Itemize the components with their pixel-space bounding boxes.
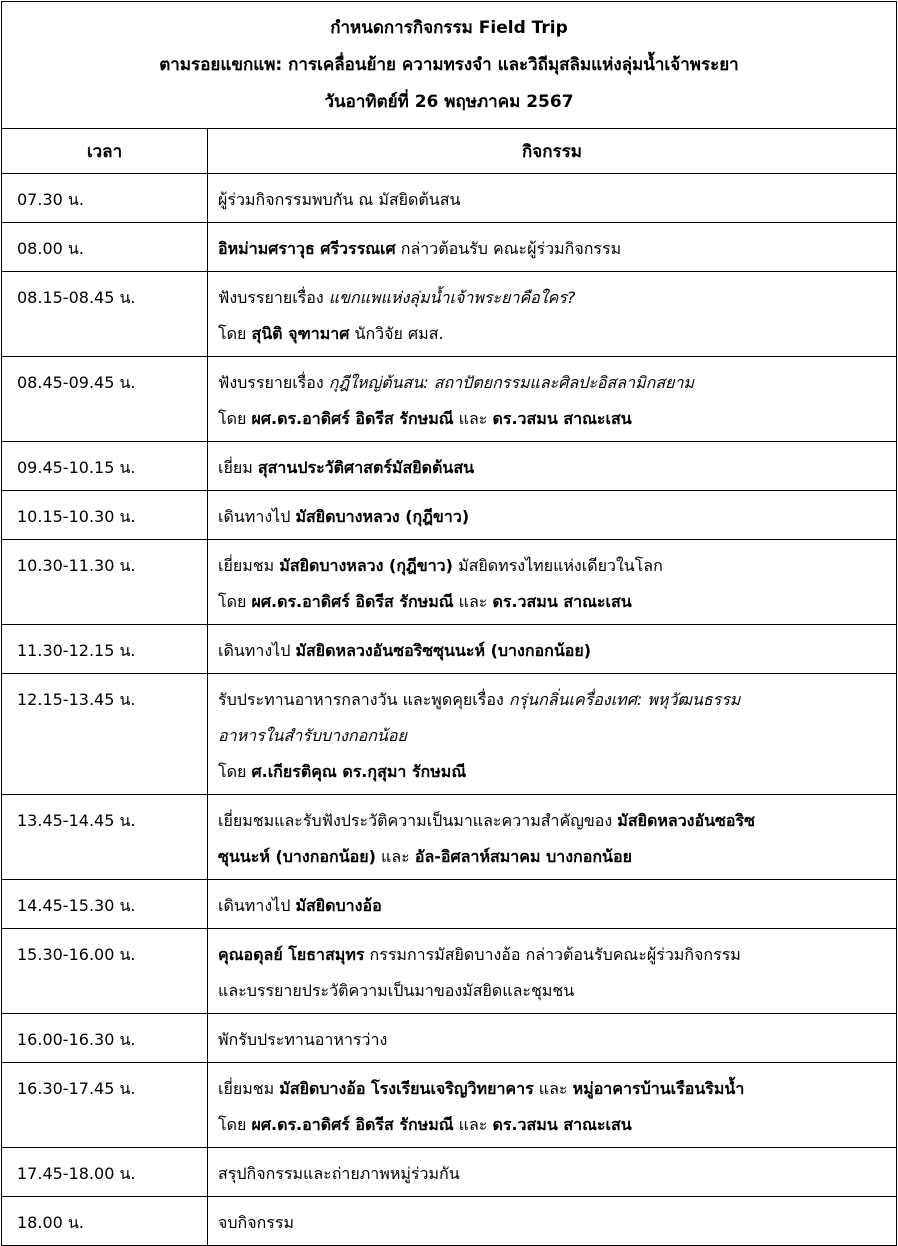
bold-text: มัสยิดหลวงอันซอริซ [617,811,755,830]
time-cell [2,795,208,880]
activity-cell [208,357,897,442]
bold-text: ดร.วสมน สาณะเสน [492,1115,632,1134]
time-cell [2,491,208,540]
italic-text: กรุ่นกลิ่นเครื่องเทศ: พหุวัฒนธรรม [508,690,741,709]
text-segment: ฟังบรรยายเรื่อง [218,373,329,392]
time-value: 16.30-17.45 น. [17,1079,136,1098]
table-row [2,625,897,674]
table-row [2,174,897,223]
time-value: 18.00 น. [17,1213,84,1232]
activity-line [218,682,890,718]
activity-line [218,548,890,584]
time-cell [2,1014,208,1063]
text-segment: และ [375,847,415,866]
time-value: 10.30-11.30 น. [17,556,136,575]
bold-text: สุนิติ จุฑามาศ [251,324,350,343]
table-row [2,1197,897,1246]
activity-line [218,231,890,267]
text-segment: เยี่ยมชม [218,1079,280,1098]
activity-line [218,839,890,875]
schedule-table [1,1,897,1246]
table-row [2,1063,897,1148]
time-value: 17.45-18.00 น. [17,1164,136,1183]
time-value: 08.45-09.45 น. [17,373,136,392]
text-segment: และบรรยายประวัติความเป็นมาของมัสยิดและชุมชน [218,981,575,1000]
activity-cell [208,223,897,272]
activity-line [218,450,890,486]
italic-text: แขกแพแห่งลุ่มน้ำเจ้าพระยาคือใคร? [328,288,576,307]
italic-text: อาหารในสำรับบางกอกน้อย [218,726,407,745]
time-value: 14.45-15.30 น. [17,896,136,915]
bold-text: มัสยิดบางอ้อ โรงเรียนเจริญวิทยาคาร [279,1079,534,1098]
activity-line [218,182,890,218]
bold-text: หมู่อาคารบ้านเรือนริมน้ำ [572,1079,745,1098]
activity-line [218,1205,890,1241]
table-row [2,880,897,929]
text-segment: สรุปกิจกรรมและถ่ายภาพหมู่ร่วมกัน [218,1164,460,1183]
activity-line [218,499,890,535]
activity-cell [208,795,897,880]
activity-cell [208,929,897,1014]
text-segment: โดย [218,409,252,428]
text-segment: เดินทางไป [218,507,296,526]
time-cell [2,674,208,795]
activity-line [218,316,890,352]
table-row [2,540,897,625]
activity-cell [208,1148,897,1197]
bold-text: ผศ.ดร.อาดิศร์ อิดรีส รักษมณี [251,409,454,428]
activity-line [218,633,890,669]
text-segment: โดย [218,762,252,781]
time-cell [2,625,208,674]
text-segment: เดินทางไป [218,896,296,915]
table-row [2,929,897,1014]
time-cell [2,1063,208,1148]
time-cell [2,174,208,223]
table-row [2,223,897,272]
table-row [2,442,897,491]
table-row [2,1148,897,1197]
bold-text: ผศ.ดร.อาดิศร์ อิดรีส รักษมณี [251,1115,454,1134]
time-value: 08.15-08.45 น. [17,288,136,307]
activity-line [218,973,890,1009]
table-row [2,795,897,880]
text-segment: และ [453,592,493,611]
activity-line [218,937,890,973]
table-row [2,1014,897,1063]
bold-text: ผศ.ดร.อาดิศร์ อิดรีส รักษมณี [251,592,454,611]
table-row [2,357,897,442]
time-cell [2,540,208,625]
bold-text: ดร.วสมน สาณะเสน [492,592,632,611]
text-segment: เยี่ยมชม [218,556,280,575]
time-cell [2,442,208,491]
activity-line [218,1156,890,1192]
text-segment: โดย [218,324,252,343]
time-value: 16.00-16.30 น. [17,1030,136,1049]
time-value: 12.15-13.45 น. [17,690,136,709]
time-value: 15.30-16.00 น. [17,945,136,964]
activity-cell [208,674,897,795]
bold-text: อิหม่ามศราวุธ ศรีวรรณเศ [218,239,396,258]
time-cell [2,1148,208,1197]
time-value: 13.45-14.45 น. [17,811,136,830]
time-cell [2,223,208,272]
activity-cell [208,1197,897,1246]
text-segment: โดย [218,592,252,611]
activity-cell [208,880,897,929]
text-segment: เยี่ยม [218,458,258,477]
time-value: 10.15-10.30 น. [17,507,136,526]
text-segment: และ [453,409,493,428]
time-value: 07.30 น. [17,190,84,209]
activity-cell [208,1063,897,1148]
title-block [2,2,897,129]
text-segment: โดย [218,1115,252,1134]
schedule-rows [2,174,897,1246]
text-segment: กรรมการมัสยิดบางอ้อ กล่าวต้อนรับคณะผู้ร่วมกิจกรรม [364,945,741,964]
activity-cell [208,625,897,674]
activity-line [218,1071,890,1107]
text-segment: และ [533,1079,573,1098]
activity-cell [208,272,897,357]
title-line-1: กำหนดการกิจกรรม Field Trip [330,17,568,38]
text-segment: มัสยิดทรงไทยแห่งเดียวในโลก [452,556,663,575]
column-header-activity: กิจกรรม [208,129,897,174]
bold-text: คุณอดุลย์ โยธาสมุทร [218,945,365,964]
time-cell [2,929,208,1014]
activity-cell [208,1014,897,1063]
bold-text: ศ.เกียรติคุณ ดร.กุสุมา รักษมณี [251,762,467,781]
bold-text: มัสยิดบางอ้อ [295,896,382,915]
bold-text: อัล-อิศลาห์สมาคม บางกอกน้อย [414,847,632,866]
activity-line [218,365,890,401]
text-segment: จบกิจกรรม [218,1213,295,1232]
table-row [2,674,897,795]
time-cell [2,1197,208,1246]
bold-text: สุสานประวัติศาสตร์มัสยิดต้นสน [257,458,475,477]
title-line-2: ตามรอยแขกแพ: การเคลื่อนย้าย ความทรงจำ และวิถีมุสลิมแห่งลุ่มน้ำเจ้าพระยา [159,54,739,75]
time-value: 11.30-12.15 น. [17,641,136,660]
activity-cell [208,540,897,625]
bold-text: มัสยิดบางหลวง (กุฎีขาว) [279,556,453,575]
activity-cell [208,442,897,491]
activity-line [218,401,890,437]
text-segment: กล่าวต้อนรับ คณะผู้ร่วมกิจกรรม [395,239,622,258]
activity-line [218,718,890,754]
text-segment: และ [453,1115,493,1134]
text-segment: ผู้ร่วมกิจกรรมพบกัน ณ มัสยิดต้นสน [218,190,461,209]
bold-text: ดร.วสมน สาณะเสน [492,409,632,428]
italic-text: กุฎีใหญ่ต้นสน: สถาปัตยกรรมและศิลปะอิสลามิกสยาม [328,373,694,392]
table-row [2,272,897,357]
text-segment: พักรับประทานอาหารว่าง [218,1030,388,1049]
text-segment: รับประทานอาหารกลางวัน และพูดคุยเรื่อง [218,690,509,709]
text-segment: นักวิจัย ศมส. [349,324,444,343]
column-header-time: เวลา [2,129,208,174]
time-value: 09.45-10.15 น. [17,458,136,477]
title-line-3: วันอาทิตย์ที่ 26 พฤษภาคม 2567 [324,91,574,112]
time-cell [2,880,208,929]
activity-line [218,1022,890,1058]
activity-line [218,280,890,316]
text-segment: เยี่ยมชมและรับฟังประวัติความเป็นมาและความสำคัญของ [218,811,618,830]
activity-line [218,888,890,924]
activity-line [218,803,890,839]
text-segment: ฟังบรรยายเรื่อง [218,288,329,307]
activity-cell [208,491,897,540]
bold-text: มัสยิดหลวงอันซอริซซุนนะห์ (บางกอกน้อย) [295,641,592,660]
activity-line [218,754,890,790]
table-row [2,491,897,540]
bold-text: มัสยิดบางหลวง (กุฎีขาว) [295,507,470,526]
activity-cell [208,174,897,223]
time-cell [2,272,208,357]
bold-text: ซุนนะห์ (บางกอกน้อย) [218,847,376,866]
time-value: 08.00 น. [17,239,84,258]
text-segment: เดินทางไป [218,641,296,660]
time-cell [2,357,208,442]
activity-line [218,1107,890,1143]
activity-line [218,584,890,620]
